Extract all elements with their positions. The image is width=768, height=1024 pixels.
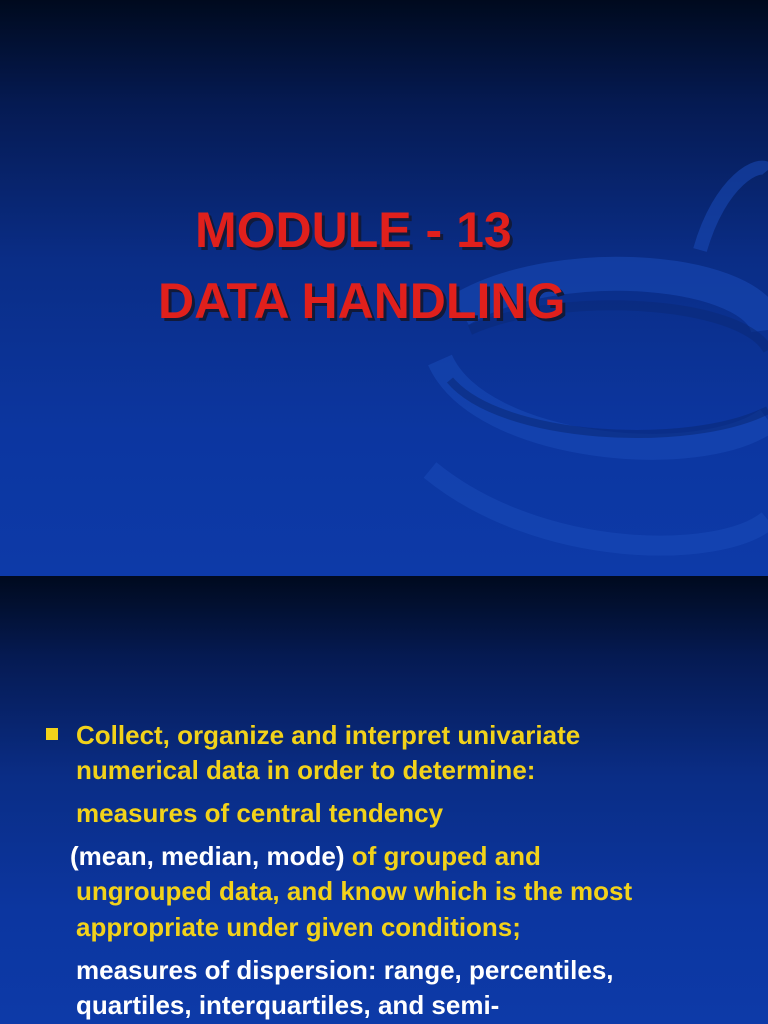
text-line-3: measures of central tendency <box>76 798 444 828</box>
text-line-4-yellow: of grouped and <box>344 841 541 871</box>
content-slide <box>0 576 768 1024</box>
text-line-4-white: (mean, median, mode) <box>70 841 345 871</box>
text-line-1: Collect, organize and interpret univariate <box>76 720 581 750</box>
square-bullet-icon <box>46 728 58 740</box>
title-line-2: DATA HANDLING <box>158 273 566 329</box>
text-line-4 <box>70 839 541 874</box>
title-line-1: MODULE - 13 <box>195 202 512 258</box>
text-line-5: ungrouped data, and know which is the most <box>76 876 633 906</box>
text-line-8: quartiles, interquartiles, and semi- <box>76 990 500 1020</box>
text-line-2: numerical data in order to determine: <box>76 755 536 785</box>
text-line-6: appropriate under given conditions; <box>76 912 521 942</box>
text-line-7: measures of dispersion: range, percentiles, <box>76 955 614 985</box>
